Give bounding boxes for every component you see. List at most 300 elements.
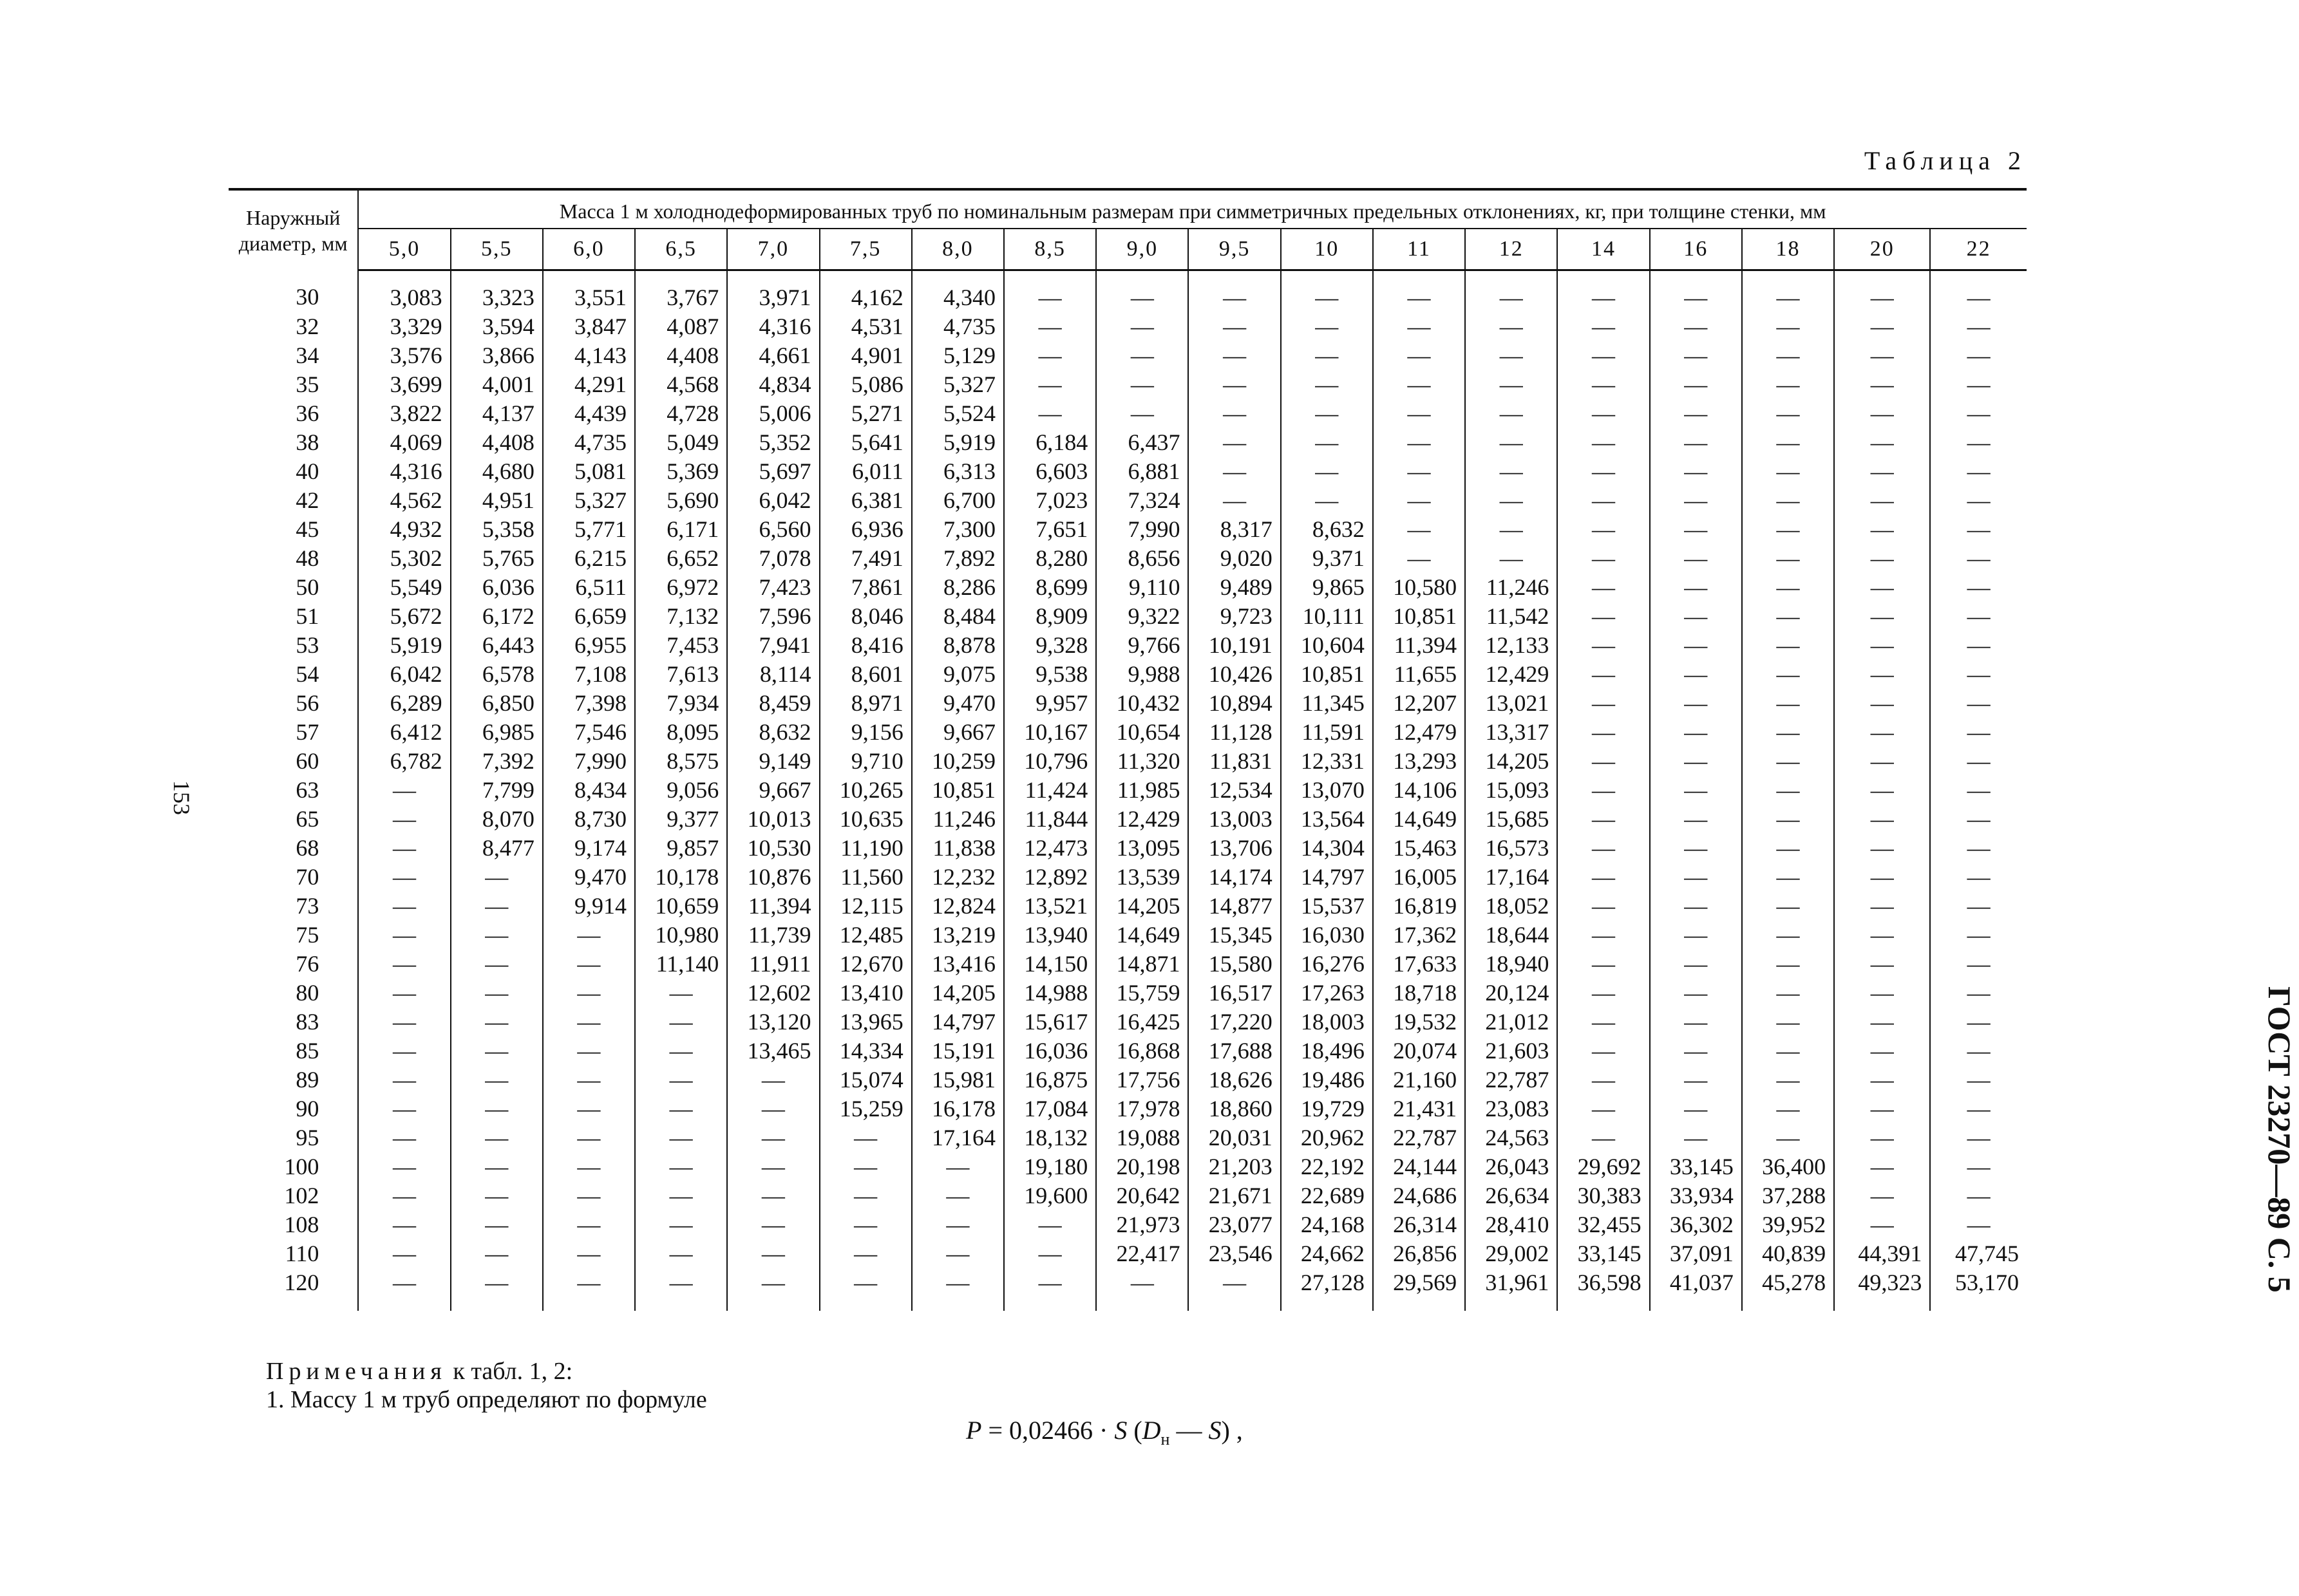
mass-cell: — — [1967, 632, 1991, 658]
mass-cell: 5,369 — [635, 456, 727, 485]
mass-cell: 5,271 — [820, 399, 912, 427]
diameter-cell: 120 — [229, 1268, 358, 1311]
mass-cell: 11,739 — [727, 920, 819, 949]
mass-cell: 16,573 — [1465, 833, 1557, 862]
mass-cell: — — [1465, 514, 1557, 543]
mass-cell: 6,700 — [912, 485, 1004, 514]
mass-cell: — — [1650, 456, 1742, 485]
mass-cell: 6,289 — [358, 688, 450, 717]
mass-cell: — — [1465, 341, 1557, 370]
mass-cell: — — [1834, 543, 1930, 572]
mass-cell: — — [543, 1123, 635, 1152]
mass-cell: — — [358, 862, 450, 891]
mass-cell: 10,851 — [1373, 601, 1465, 630]
mass-cell: — — [820, 1123, 912, 1152]
mass-cell: 3,576 — [358, 341, 450, 370]
mass-cell: 29,002 — [1465, 1239, 1557, 1268]
wall-thickness-header-row — [229, 229, 2027, 270]
mass-cell: 9,857 — [635, 833, 727, 862]
mass-cell: — — [1650, 688, 1742, 717]
mass-cell: 7,861 — [820, 572, 912, 601]
mass-cell: 12,670 — [820, 949, 912, 978]
mass-cell: — — [358, 1239, 450, 1268]
mass-cell: 22,417 — [1096, 1239, 1188, 1268]
mass-cell: 36,400 — [1742, 1152, 1834, 1181]
mass-cell: — — [1650, 833, 1742, 862]
mass-cell: — — [1281, 341, 1373, 370]
mass-cell: 5,524 — [912, 399, 1004, 427]
mass-cell: — — [1967, 516, 1991, 542]
diameter-cell: 42 — [229, 485, 358, 514]
mass-cell: 3,323 — [451, 270, 543, 312]
mass-cell: 10,851 — [912, 775, 1004, 804]
mass-cell: 7,078 — [727, 543, 819, 572]
pipe-mass-table — [229, 188, 2027, 1311]
diameter-cell: 32 — [229, 312, 358, 341]
mass-cell: — — [1281, 427, 1373, 456]
mass-cell: 5,919 — [912, 427, 1004, 456]
mass-cell: 10,191 — [1188, 630, 1280, 659]
thickness-header: 11 — [1373, 229, 1465, 270]
mass-cell: — — [1373, 485, 1465, 514]
mass-cell: — — [727, 1181, 819, 1210]
mass-cell: 8,632 — [1281, 514, 1373, 543]
mass-cell: — — [820, 1181, 912, 1210]
mass-cell: 9,710 — [820, 746, 912, 775]
table-row — [229, 688, 2027, 717]
mass-cell: 4,001 — [451, 370, 543, 399]
mass-cell: 4,834 — [727, 370, 819, 399]
mass-cell: — — [1096, 399, 1188, 427]
mass-cell: — — [1834, 514, 1930, 543]
mass-cell: — — [543, 1210, 635, 1239]
mass-cell: 7,398 — [543, 688, 635, 717]
mass-cell: — — [1096, 370, 1188, 399]
mass-cell: — — [543, 1152, 635, 1181]
mass-cell: 4,291 — [543, 370, 635, 399]
mass-cell: — — [1742, 833, 1834, 862]
mass-cell: — — [1557, 978, 1649, 1007]
mass-cell: 14,150 — [1004, 949, 1096, 978]
mass-cell: — — [1967, 950, 1991, 977]
mass-cell: — — [1557, 572, 1649, 601]
table-row — [229, 659, 2027, 688]
mass-cell: 10,851 — [1281, 659, 1373, 688]
mass-cell: 17,756 — [1096, 1065, 1188, 1094]
diameter-cell: 30 — [229, 270, 358, 312]
mass-cell: 10,654 — [1096, 717, 1188, 746]
mass-cell: 8,699 — [1004, 572, 1096, 601]
mass-cell: — — [1742, 1123, 1834, 1152]
formula-d-subscript: н — [1160, 1430, 1170, 1449]
mass-cell: — — [820, 1210, 912, 1239]
thickness-header: 7,0 — [727, 229, 819, 270]
mass-cell: 12,115 — [820, 891, 912, 920]
mass-cell: — — [1834, 1210, 1930, 1239]
mass-cell: — — [820, 1152, 912, 1181]
diameter-cell: 50 — [229, 572, 358, 601]
table-row — [229, 399, 2027, 427]
mass-cell: 37,288 — [1742, 1181, 1834, 1210]
mass-cell: — — [1967, 921, 1991, 948]
mass-cell: 6,412 — [358, 717, 450, 746]
mass-cell: 5,049 — [635, 427, 727, 456]
mass-cell: 4,562 — [358, 485, 450, 514]
mass-cell: 15,191 — [912, 1036, 1004, 1065]
mass-cell: — — [451, 1007, 543, 1036]
mass-cell: 4,316 — [727, 312, 819, 341]
mass-cell: 11,655 — [1373, 659, 1465, 688]
thickness-header: 10 — [1281, 229, 1373, 270]
mass-cell: 7,990 — [1096, 514, 1188, 543]
mass-cell: — — [1834, 456, 1930, 485]
mass-cell: — — [1967, 718, 1991, 745]
mass-cell: 13,293 — [1373, 746, 1465, 775]
mass-cell: — — [358, 1268, 450, 1311]
mass-cell: 12,485 — [820, 920, 912, 949]
mass-cell: 12,429 — [1096, 804, 1188, 833]
thickness-header: 9,5 — [1188, 229, 1280, 270]
mass-cell: — — [1650, 1065, 1742, 1094]
mass-cell: — — [1967, 805, 1991, 832]
mass-cell: — — [1834, 746, 1930, 775]
thickness-header: 6,5 — [635, 229, 727, 270]
mass-cell: 49,323 — [1834, 1268, 1930, 1311]
mass-cell: 7,132 — [635, 601, 727, 630]
mass-cell: — — [912, 1210, 1004, 1239]
diameter-cell: 38 — [229, 427, 358, 456]
mass-cell: 7,300 — [912, 514, 1004, 543]
mass-cell: — — [635, 1123, 727, 1152]
mass-cell: 18,132 — [1004, 1123, 1096, 1152]
mass-cell: 17,978 — [1096, 1094, 1188, 1123]
mass-cell: 4,143 — [543, 341, 635, 370]
mass-cell: — — [1650, 659, 1742, 688]
diameter-cell: 90 — [229, 1094, 358, 1123]
mass-cell: 14,205 — [1465, 746, 1557, 775]
mass-cell: 19,180 — [1004, 1152, 1096, 1181]
mass-cell: 18,626 — [1188, 1065, 1280, 1094]
mass-cell: 15,093 — [1465, 775, 1557, 804]
mass-cell: 11,424 — [1004, 775, 1096, 804]
mass-cell: — — [543, 1065, 635, 1094]
diameter-cell: 60 — [229, 746, 358, 775]
mass-cell: — — [1742, 399, 1834, 427]
mass-cell: — — [1650, 862, 1742, 891]
mass-cell: 8,280 — [1004, 543, 1096, 572]
table-row — [229, 1152, 2027, 1181]
mass-cell: 8,095 — [635, 717, 727, 746]
mass-cell: — — [1742, 485, 1834, 514]
table-row — [229, 862, 2027, 891]
mass-cell: — — [1188, 427, 1280, 456]
mass-cell: — — [1465, 270, 1557, 312]
diameter-cell: 35 — [229, 370, 358, 399]
mass-cell: 21,973 — [1096, 1210, 1188, 1239]
mass-cell: — — [1465, 370, 1557, 399]
mass-cell: 12,534 — [1188, 775, 1280, 804]
table-caption: Таблица 2 — [1864, 146, 2027, 175]
thickness-header: 5,5 — [451, 229, 543, 270]
mass-cell: — — [1188, 485, 1280, 514]
mass-cell: — — [1557, 399, 1649, 427]
mass-cell: 6,011 — [820, 456, 912, 485]
mass-cell: — — [1188, 1268, 1280, 1311]
table-row — [229, 456, 2027, 485]
mass-cell: 9,667 — [727, 775, 819, 804]
mass-cell: — — [1834, 1007, 1930, 1036]
mass-cell: — — [1834, 341, 1930, 370]
mass-cell: — — [1373, 270, 1465, 312]
thickness-header: 8,0 — [912, 229, 1004, 270]
diameter-cell: 45 — [229, 514, 358, 543]
mass-cell: 13,564 — [1281, 804, 1373, 833]
mass-cell: — — [635, 1181, 727, 1210]
table-row — [229, 1065, 2027, 1094]
mass-cell: — — [543, 1036, 635, 1065]
mass-cell: 6,443 — [451, 630, 543, 659]
mass-cell: — — [1650, 775, 1742, 804]
mass-cell: 11,140 — [635, 949, 727, 978]
mass-cell: — — [1281, 399, 1373, 427]
mass-cell: 36,598 — [1557, 1268, 1649, 1311]
mass-cell: — — [1834, 427, 1930, 456]
mass-cell: 9,149 — [727, 746, 819, 775]
mass-cell: — — [1650, 891, 1742, 920]
mass-cell: 9,110 — [1096, 572, 1188, 601]
mass-cell: 36,302 — [1650, 1210, 1742, 1239]
formula-tail: ) , — [1221, 1416, 1243, 1445]
mass-cell: 22,787 — [1465, 1065, 1557, 1094]
mass-cell: 16,875 — [1004, 1065, 1096, 1094]
mass-cell: — — [543, 920, 635, 949]
mass-cell: — — [1373, 427, 1465, 456]
mass-cell: 22,192 — [1281, 1152, 1373, 1181]
mass-cell: — — [451, 1181, 543, 1210]
diameter-cell: 100 — [229, 1152, 358, 1181]
mass-cell: 7,990 — [543, 746, 635, 775]
mass-cell: 8,484 — [912, 601, 1004, 630]
mass-cell: 9,667 — [912, 717, 1004, 746]
mass-cell: — — [1557, 1123, 1649, 1152]
mass-cell: — — [1557, 833, 1649, 862]
mass-cell: 7,613 — [635, 659, 727, 688]
mass-cell: — — [1650, 1007, 1742, 1036]
mass-cell: 13,095 — [1096, 833, 1188, 862]
mass-cell: 4,728 — [635, 399, 727, 427]
mass-cell: 30,383 — [1557, 1181, 1649, 1210]
mass-cell: — — [1650, 804, 1742, 833]
table-row — [229, 1094, 2027, 1123]
thickness-header: 9,0 — [1096, 229, 1188, 270]
mass-cell: 14,877 — [1188, 891, 1280, 920]
mass-cell: 4,661 — [727, 341, 819, 370]
mass-cell: 5,327 — [543, 485, 635, 514]
mass-cell: — — [1557, 1007, 1649, 1036]
mass-cell: — — [1650, 312, 1742, 341]
mass-cell: — — [1373, 341, 1465, 370]
mass-cell: 11,246 — [912, 804, 1004, 833]
mass-cell: — — [451, 920, 543, 949]
table-row — [229, 485, 2027, 514]
mass-cell: — — [635, 1036, 727, 1065]
mass-cell: 5,690 — [635, 485, 727, 514]
mass-cell: 13,219 — [912, 920, 1004, 949]
diameter-cell: 65 — [229, 804, 358, 833]
mass-cell: 28,410 — [1465, 1210, 1557, 1239]
mass-cell: 6,560 — [727, 514, 819, 543]
mass-cell: 24,686 — [1373, 1181, 1465, 1210]
mass-cell: 14,106 — [1373, 775, 1465, 804]
mass-cell: — — [1004, 341, 1096, 370]
mass-cell: — — [1650, 717, 1742, 746]
mass-cell: 5,358 — [451, 514, 543, 543]
mass-cell: 4,340 — [912, 270, 1004, 312]
mass-cell: 9,056 — [635, 775, 727, 804]
mass-cell: — — [1096, 1268, 1188, 1311]
mass-cell: — — [451, 1123, 543, 1152]
mass-cell: — — [1967, 1037, 1991, 1064]
mass-cell: — — [1465, 399, 1557, 427]
mass-cell: 7,392 — [451, 746, 543, 775]
mass-cell: — — [1742, 717, 1834, 746]
mass-cell: 7,023 — [1004, 485, 1096, 514]
table-row — [229, 717, 2027, 746]
mass-cell: 17,084 — [1004, 1094, 1096, 1123]
mass-cell: 26,856 — [1373, 1239, 1465, 1268]
mass-cell: 6,936 — [820, 514, 912, 543]
mass-cell: 4,137 — [451, 399, 543, 427]
mass-cell: 6,972 — [635, 572, 727, 601]
mass-cell: — — [727, 1065, 819, 1094]
mass-cell: — — [1281, 485, 1373, 514]
mass-cell: 14,871 — [1096, 949, 1188, 978]
mass-cell: 13,317 — [1465, 717, 1557, 746]
mass-cell: — — [1967, 1095, 1991, 1122]
mass-cell: — — [1188, 341, 1280, 370]
mass-cell: — — [543, 949, 635, 978]
mass-cell: — — [1967, 429, 1991, 455]
mass-cell: — — [727, 1152, 819, 1181]
mass-cell: — — [358, 833, 450, 862]
mass-cell: 53,170 — [1955, 1269, 2019, 1295]
mass-cell: — — [451, 1268, 543, 1311]
mass-cell: — — [1557, 688, 1649, 717]
mass-cell: 13,940 — [1004, 920, 1096, 949]
mass-cell: 19,088 — [1096, 1123, 1188, 1152]
mass-cell: 3,971 — [727, 270, 819, 312]
mass-cell: — — [451, 862, 543, 891]
mass-cell: 11,394 — [727, 891, 819, 920]
mass-cell: — — [1967, 545, 1991, 571]
table-row — [229, 891, 2027, 920]
mass-cell: 22,787 — [1373, 1123, 1465, 1152]
mass-cell: — — [1742, 659, 1834, 688]
mass-cell: — — [1557, 630, 1649, 659]
diameter-column-header: Наружный диаметр, мм — [229, 189, 358, 270]
diameter-cell: 76 — [229, 949, 358, 978]
mass-cell: — — [1557, 1065, 1649, 1094]
mass-cell: 15,074 — [820, 1065, 912, 1094]
mass-cell: — — [1834, 717, 1930, 746]
mass-cell: — — [358, 891, 450, 920]
mass-cell: — — [635, 978, 727, 1007]
mass-cell: 10,894 — [1188, 688, 1280, 717]
mass-cell: — — [1557, 514, 1649, 543]
mass-cell: 20,031 — [1188, 1123, 1280, 1152]
mass-cell: 11,320 — [1096, 746, 1188, 775]
mass-cell: 5,327 — [912, 370, 1004, 399]
mass-cell: 6,171 — [635, 514, 727, 543]
mass-cell: — — [358, 1007, 450, 1036]
mass-cell: — — [1967, 747, 1991, 774]
mass-cell: 6,381 — [820, 485, 912, 514]
mass-cell: — — [1742, 514, 1834, 543]
mass-cell: 11,560 — [820, 862, 912, 891]
mass-cell: 10,178 — [635, 862, 727, 891]
mass-cell: 13,410 — [820, 978, 912, 1007]
mass-cell: 6,511 — [543, 572, 635, 601]
table-row — [229, 833, 2027, 862]
formula-paren-open: ( — [1127, 1416, 1142, 1445]
mass-cell: 11,190 — [820, 833, 912, 862]
mass-cell: 10,265 — [820, 775, 912, 804]
table-body — [229, 270, 2027, 1311]
mass-cell: — — [1967, 1182, 1991, 1208]
mass-cell: 11,128 — [1188, 717, 1280, 746]
diameter-cell: 85 — [229, 1036, 358, 1065]
mass-cell: 12,602 — [727, 978, 819, 1007]
mass-cell: — — [1557, 1036, 1649, 1065]
mass-cell: — — [1650, 920, 1742, 949]
mass-cell: 6,042 — [727, 485, 819, 514]
mass-cell: — — [1742, 270, 1834, 312]
mass-cell: 4,087 — [635, 312, 727, 341]
mass-cell: — — [1004, 1268, 1096, 1311]
mass-cell: 3,847 — [543, 312, 635, 341]
mass-cell: 10,167 — [1004, 717, 1096, 746]
mass-cell: 29,569 — [1373, 1268, 1465, 1311]
mass-cell: 6,184 — [1004, 427, 1096, 456]
thickness-header: 7,5 — [820, 229, 912, 270]
mass-cell: — — [1373, 456, 1465, 485]
mass-cell: 10,432 — [1096, 688, 1188, 717]
mass-cell: 14,797 — [912, 1007, 1004, 1036]
formula-lhs: P — [966, 1416, 982, 1445]
mass-cell: — — [1281, 370, 1373, 399]
mass-cell: — — [1834, 949, 1930, 978]
mass-cell: 18,940 — [1465, 949, 1557, 978]
mass-cell: — — [1004, 270, 1096, 312]
mass-cell: — — [1004, 399, 1096, 427]
mass-cell: — — [1281, 456, 1373, 485]
mass-cell: 3,822 — [358, 399, 450, 427]
thickness-header: 12 — [1465, 229, 1557, 270]
mass-cell: — — [543, 1094, 635, 1123]
mass-cell: 15,617 — [1004, 1007, 1096, 1036]
mass-cell: — — [635, 1152, 727, 1181]
mass-cell: — — [1742, 891, 1834, 920]
mass-cell: — — [1742, 862, 1834, 891]
mass-cell: 13,521 — [1004, 891, 1096, 920]
mass-cell: — — [1465, 456, 1557, 485]
mass-cell: — — [1004, 1239, 1096, 1268]
mass-formula — [966, 1415, 1243, 1449]
mass-cell: 8,477 — [451, 833, 543, 862]
mass-cell: — — [1650, 427, 1742, 456]
mass-cell: 17,164 — [1465, 862, 1557, 891]
mass-cell: 5,352 — [727, 427, 819, 456]
